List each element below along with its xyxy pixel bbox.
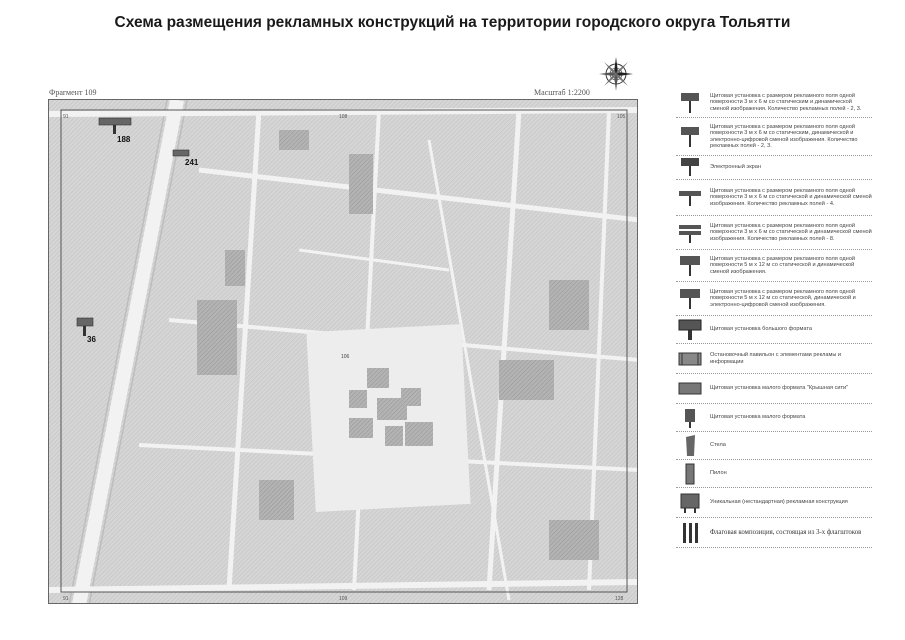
legend-text: Щитовая установка малого формата "Крышная сити" [710,385,849,392]
ad-marker-241[interactable] [173,150,189,156]
marker-number-188: 188 [117,135,131,144]
cell-label-sw: 91 [63,596,69,602]
legend-text: Щитовая установка с размером рекламного поля одной поверхности 5 м х 12 м со статической, динамической и электронно-цифровой сменой изображения. [710,288,856,308]
legend-text: Стела [710,442,726,449]
plaza-label: 106 [341,354,350,360]
legend-item [676,156,872,180]
legend-item [676,374,872,404]
legend-text: Щитовая установка с размером рекламного поля одной поверхности 3 м х 6 м со статической и динамической сменой изображения. Количество рекламных полей - 4. [710,187,872,207]
legend-text: Щитовая установка с размером рекламного поля одной поверхности 3 м х 6 м со статическим, динамической и электронно-цифровой сменой изображения. Количество рекламных полей - 2, 3. [710,123,858,149]
legend-text: Щитовая установка с размером рекламного поля одной поверхности 5 м х 12 м со статической и динамической сменой изображения. [710,255,855,275]
cell-label-s: 109 [339,596,348,602]
legend [676,88,872,548]
legend-text: Остановочный павильон с элементами рекламы и информации [710,352,842,365]
map-viewport[interactable] [48,99,638,604]
unique-construction-icon [676,488,704,517]
map-canvas [49,100,638,604]
legend-text: Щитовая установка с размером рекламного поля одной поверхности 3 м х 6 м со статической и динамической сменой изображения. Количество рекламных полей - 8. [710,222,872,242]
fragment-label: Фрагмент 109 [49,88,97,97]
small-format-billboard-icon [676,404,704,431]
cell-label-n: 108 [339,114,348,120]
legend-item [676,488,872,518]
pavilion-icon [676,344,704,373]
billboard-5x12-digital-icon [676,282,704,315]
electronic-screen-icon [676,156,704,179]
legend-text: Щитовая установка малого формата [710,414,806,421]
cell-label-se: 128 [615,596,624,602]
legend-text: Флаговая композиция, состоящая из 3-х флагштоков [710,528,862,536]
stele-icon [676,432,704,459]
legend-item [676,88,872,118]
map-title: Схема размещения рекламных конструкций на территории городского округа Тольятти [114,14,791,31]
legend-text: Уникальная (нестандартная) рекламная конструкция [710,499,848,506]
legend-item [676,250,872,282]
legend-item [676,118,872,156]
flag-composition-icon [676,518,704,547]
billboard-5x12-icon [676,250,704,281]
legend-text: Щитовая установка с размером рекламного поля одной поверхности 3 м х 6 м со статическим и динамической сменой изображения. Количество рекламных полей - 2, 3. [710,92,862,112]
legend-text: Пилон [710,470,727,477]
legend-item [676,282,872,316]
marker-number-36: 36 [87,335,96,344]
billboard-3x6-digital-icon [676,118,704,155]
legend-item [676,316,872,344]
legend-item [676,180,872,216]
legend-item [676,216,872,250]
legend-item [676,518,872,548]
legend-text: Щитовая установка большого формата [710,326,812,333]
legend-item [676,404,872,432]
cell-label-nw: 91 [63,114,69,120]
compass-rose-icon [598,56,634,92]
large-format-billboard-icon [676,316,704,343]
legend-text: Электронный экран [710,164,761,171]
legend-item [676,432,872,460]
billboard-3x6-double-icon [676,88,704,117]
pylon-icon [676,460,704,487]
legend-item [676,344,872,374]
scale-label: Масштаб 1:2200 [534,88,590,97]
billboard-3x6-eight-icon [676,216,704,249]
legend-item [676,460,872,488]
small-format-citywall-icon [676,374,704,403]
cell-label-ne: 105 [617,114,626,120]
marker-number-241: 241 [185,158,199,167]
billboard-3x6-four-icon [676,180,704,215]
